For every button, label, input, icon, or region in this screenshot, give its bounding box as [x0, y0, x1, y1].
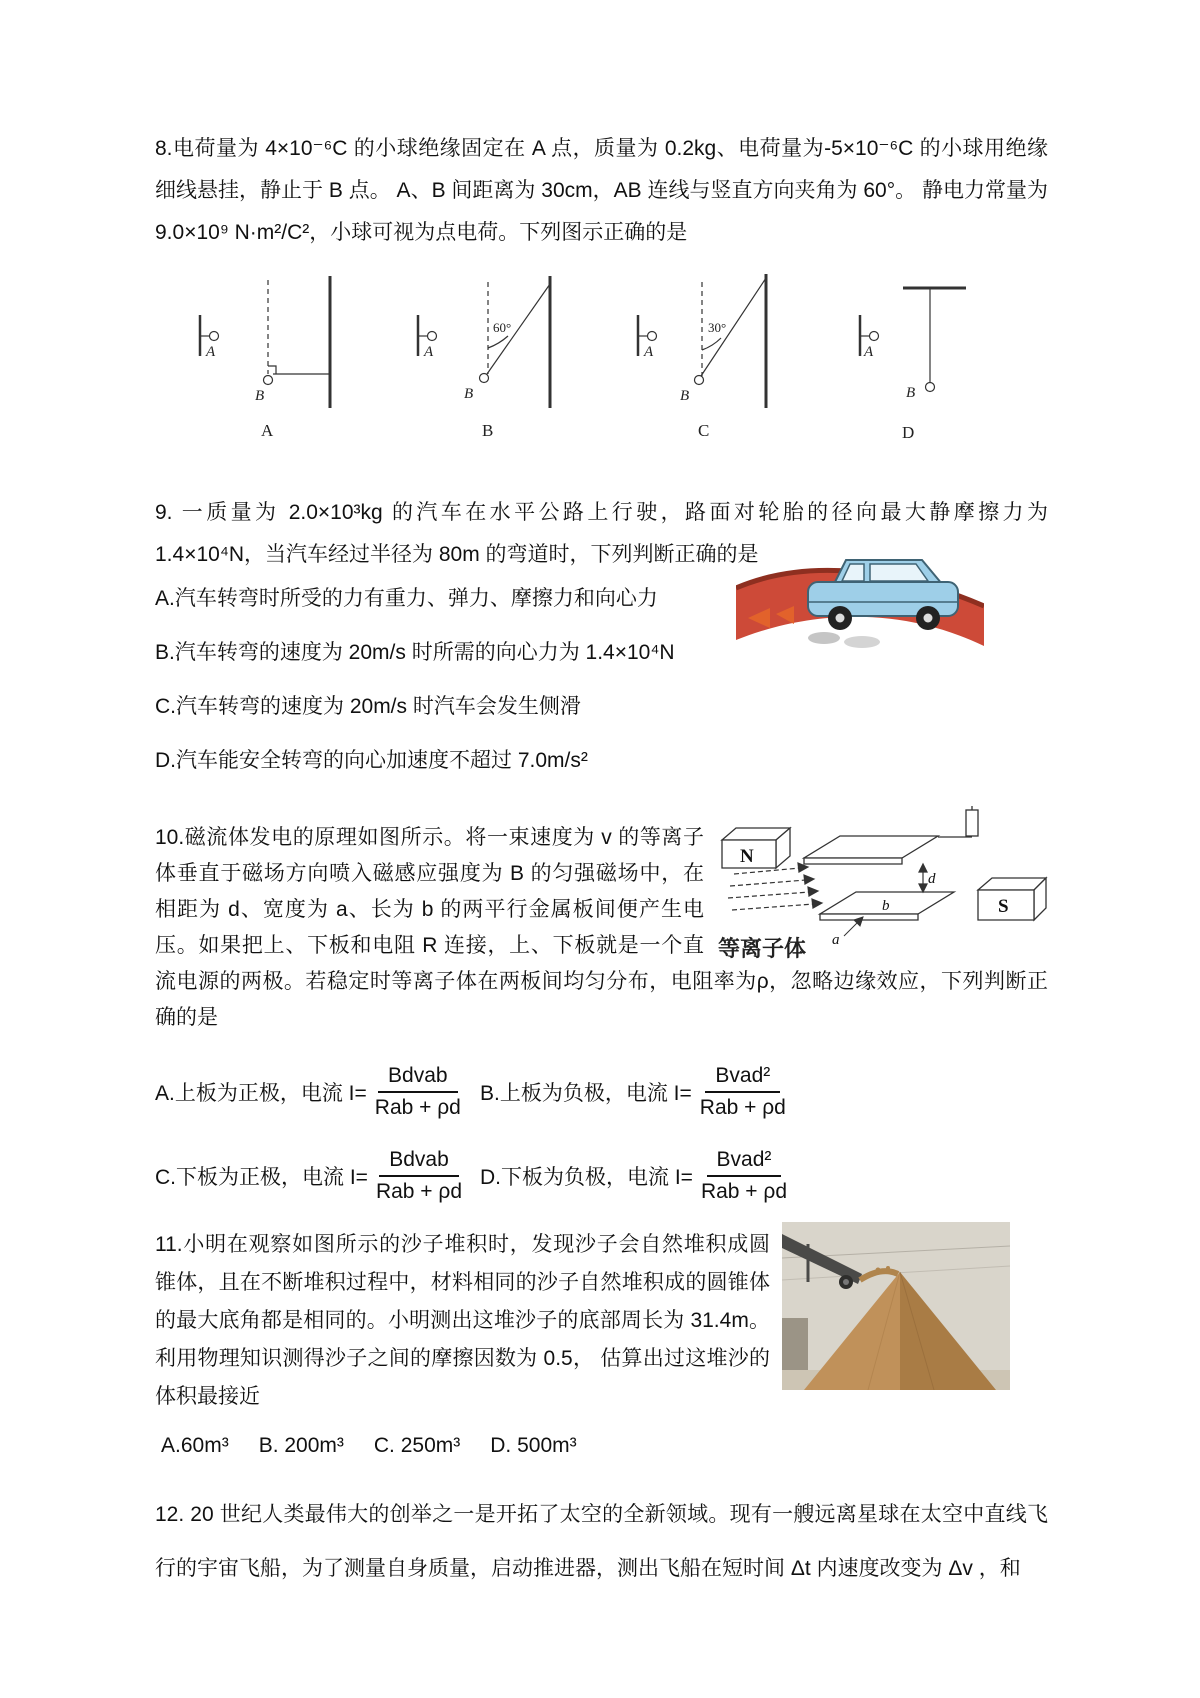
q8-diagrams-svg — [173, 270, 973, 448]
q10-option-b — [480, 1064, 786, 1120]
ball-a — [428, 332, 437, 341]
s-pole-label: S — [998, 896, 1009, 917]
magnet-s — [978, 878, 1046, 920]
q9-option-d: D.汽车能安全转弯的向心加速度不超过 7.0m/s² — [155, 749, 588, 772]
ball-b — [926, 383, 935, 392]
q11-option-a: A.60m³ — [161, 1434, 229, 1457]
point-a-label: A — [864, 344, 874, 360]
machine-base — [782, 1318, 808, 1370]
q10-option-c-label: C.下板为正极，电流 I= — [155, 1166, 368, 1189]
q11-option-b: B. 200m³ — [258, 1434, 344, 1457]
q9-option-b: B.汽车转弯的速度为 20m/s 时所需的向心力为 1.4×10⁴N — [155, 641, 675, 664]
question-9-options — [155, 588, 1048, 804]
point-b-label: B — [680, 388, 690, 404]
q8-diagram-d — [860, 288, 966, 392]
q9-option-a: A.汽车转弯时所受的力有重力、弹力、摩擦力和向心力 — [155, 587, 658, 610]
fraction-denominator: Rab + ρd — [375, 1180, 463, 1203]
gap-d-label: d — [928, 871, 936, 887]
question-9 — [155, 492, 1048, 804]
sand-pile-photo — [782, 1222, 1010, 1390]
q11-option-d: D. 500m³ — [490, 1434, 577, 1457]
mhd-svg — [716, 806, 1048, 961]
n-pole-label: N — [740, 846, 754, 867]
caption-a: A — [261, 421, 274, 440]
point-a-label: A — [424, 344, 434, 360]
question-10-options — [155, 1064, 1048, 1204]
ball-a — [210, 332, 219, 341]
angle-arc — [488, 336, 508, 348]
point-b-label: B — [255, 388, 265, 404]
question-12 — [155, 1488, 1048, 1596]
plate-top — [804, 836, 938, 864]
q8-diagram-a-labels — [205, 344, 274, 440]
ball-a — [648, 332, 657, 341]
fraction-numerator: Bvad² — [707, 1148, 782, 1177]
fraction — [700, 1064, 786, 1120]
q8-diagram-b — [418, 276, 550, 408]
point-b-label: B — [906, 385, 916, 401]
width-a-label: a — [832, 932, 840, 948]
magnet-n — [722, 828, 790, 868]
point-b-label: B — [464, 386, 474, 402]
fraction — [376, 1148, 462, 1204]
ball-a — [870, 332, 879, 341]
question-9-text: 9. 一质量为 2.0×10³kg 的汽车在水平公路上行驶，路面对轮胎的径向最大静摩擦力为 1.4×10⁴N，当汽车经过半径为 80m 的弯道时，下列判断正确的是 — [155, 501, 1048, 566]
angle-arc — [702, 338, 721, 350]
dimension-d-arrow — [919, 864, 927, 892]
q11-option-c: C. 250m³ — [373, 1434, 461, 1457]
q10-option-c — [155, 1148, 480, 1204]
tire-smoke — [808, 632, 840, 644]
ball-b — [695, 376, 704, 385]
sand-pile-svg — [782, 1222, 1010, 1390]
q8-diagram-a — [200, 276, 330, 408]
question-11-text: 11.小明在观察如图所示的沙子堆积时，发现沙子会自然堆积成圆锥体，且在不断堆积过程中，材料相同的沙子自然堆积成的圆锥体的最大底角都是相同的。小明测出这堆沙子的底部周长为 31.4m。利用物理知识测得沙子之间的摩擦因数为 0.5， 估算出过这堆沙的体积最接近 — [155, 1233, 770, 1408]
ball-b — [480, 374, 489, 383]
fraction-denominator: Rab + ρd — [699, 1096, 786, 1119]
angle-30-label: 30° — [708, 320, 727, 335]
fraction-numerator: Bvad² — [705, 1064, 780, 1093]
caption-b: B — [482, 421, 494, 440]
question-10 — [155, 820, 1048, 1204]
q8-diagram-c — [638, 274, 766, 408]
q10-option-d-label: D.下板为负极，电流 I= — [480, 1166, 693, 1189]
point-a-label: A — [206, 344, 216, 360]
fraction-denominator: Rab + ρd — [700, 1180, 788, 1203]
question-8-text: 8.电荷量为 4×10⁻⁶C 的小球绝缘固定在 A 点，质量为 0.2kg、电荷量为-5×10⁻⁶C 的小球用绝缘细线悬挂，静止于 B 点。 A、B 间距离为 30cm，AB 连线与竖直方向夹角为 60°。 静电力常量为 9.0×10⁹ N·m²/C²，小球可视为点电荷。下列图示正确的是 — [155, 137, 1048, 244]
fraction — [375, 1064, 461, 1120]
fraction — [701, 1148, 787, 1204]
car-illustration — [736, 542, 984, 654]
q8-diagram-d-labels — [863, 344, 915, 442]
fraction-numerator: Bdvab — [379, 1148, 459, 1177]
question-12-text: 12. 20 世纪人类最伟大的创举之一是开拓了太空的全新领域。现有一艘远离星球在太空中直线飞行的宇宙飞船，为了测量自身质量，启动推进器，测出飞船在短时间 Δt 内速度改变为 Δv ，和 — [155, 1503, 1048, 1580]
ball-b — [264, 376, 273, 385]
fraction-denominator: Rab + ρd — [374, 1096, 461, 1119]
q10-option-b-label: B.上板为负极，电流 I= — [480, 1082, 692, 1105]
q8-figure-options — [173, 270, 1048, 448]
question-8 — [155, 128, 1048, 448]
q10-option-d — [480, 1148, 787, 1204]
q10-option-a-label: A.上板为正极，电流 I= — [155, 1082, 367, 1105]
question-11 — [155, 1226, 1048, 1458]
resistor — [938, 806, 978, 837]
angle-60-label: 60° — [493, 320, 512, 335]
right-angle-mark — [268, 366, 276, 374]
caption-c: C — [698, 421, 710, 440]
length-b-label: b — [882, 898, 890, 914]
tire-smoke — [844, 636, 880, 648]
question-10-text: 10.磁流体发电的原理如图所示。将一束速度为 v 的等离子体垂直于磁场方向喷入磁感应强度为 B 的匀强磁场中，在相距为 d、宽度为 a、长为 b 的两平行金属板间便产生电压。如果把上、下板和电阻 R 连接，上、下板就是一个直流电源的两极。若稳定时等离子体在两板间均匀分布，电阻率为ρ，忽略边缘效应，下列判断正确的是 — [155, 826, 1048, 1029]
fraction-numerator: Bdvab — [378, 1064, 458, 1093]
question-11-options — [161, 1434, 1048, 1458]
caption-d: D — [902, 423, 915, 442]
plasma-caption: 等离子体 — [718, 936, 807, 961]
plasma-arrows — [728, 863, 822, 910]
q9-option-c: C.汽车转弯的速度为 20m/s 时汽车会发生侧滑 — [155, 695, 581, 718]
car-svg — [736, 542, 984, 654]
point-a-label: A — [644, 344, 654, 360]
q10-option-a — [155, 1064, 480, 1120]
mhd-generator-figure — [716, 806, 1048, 961]
